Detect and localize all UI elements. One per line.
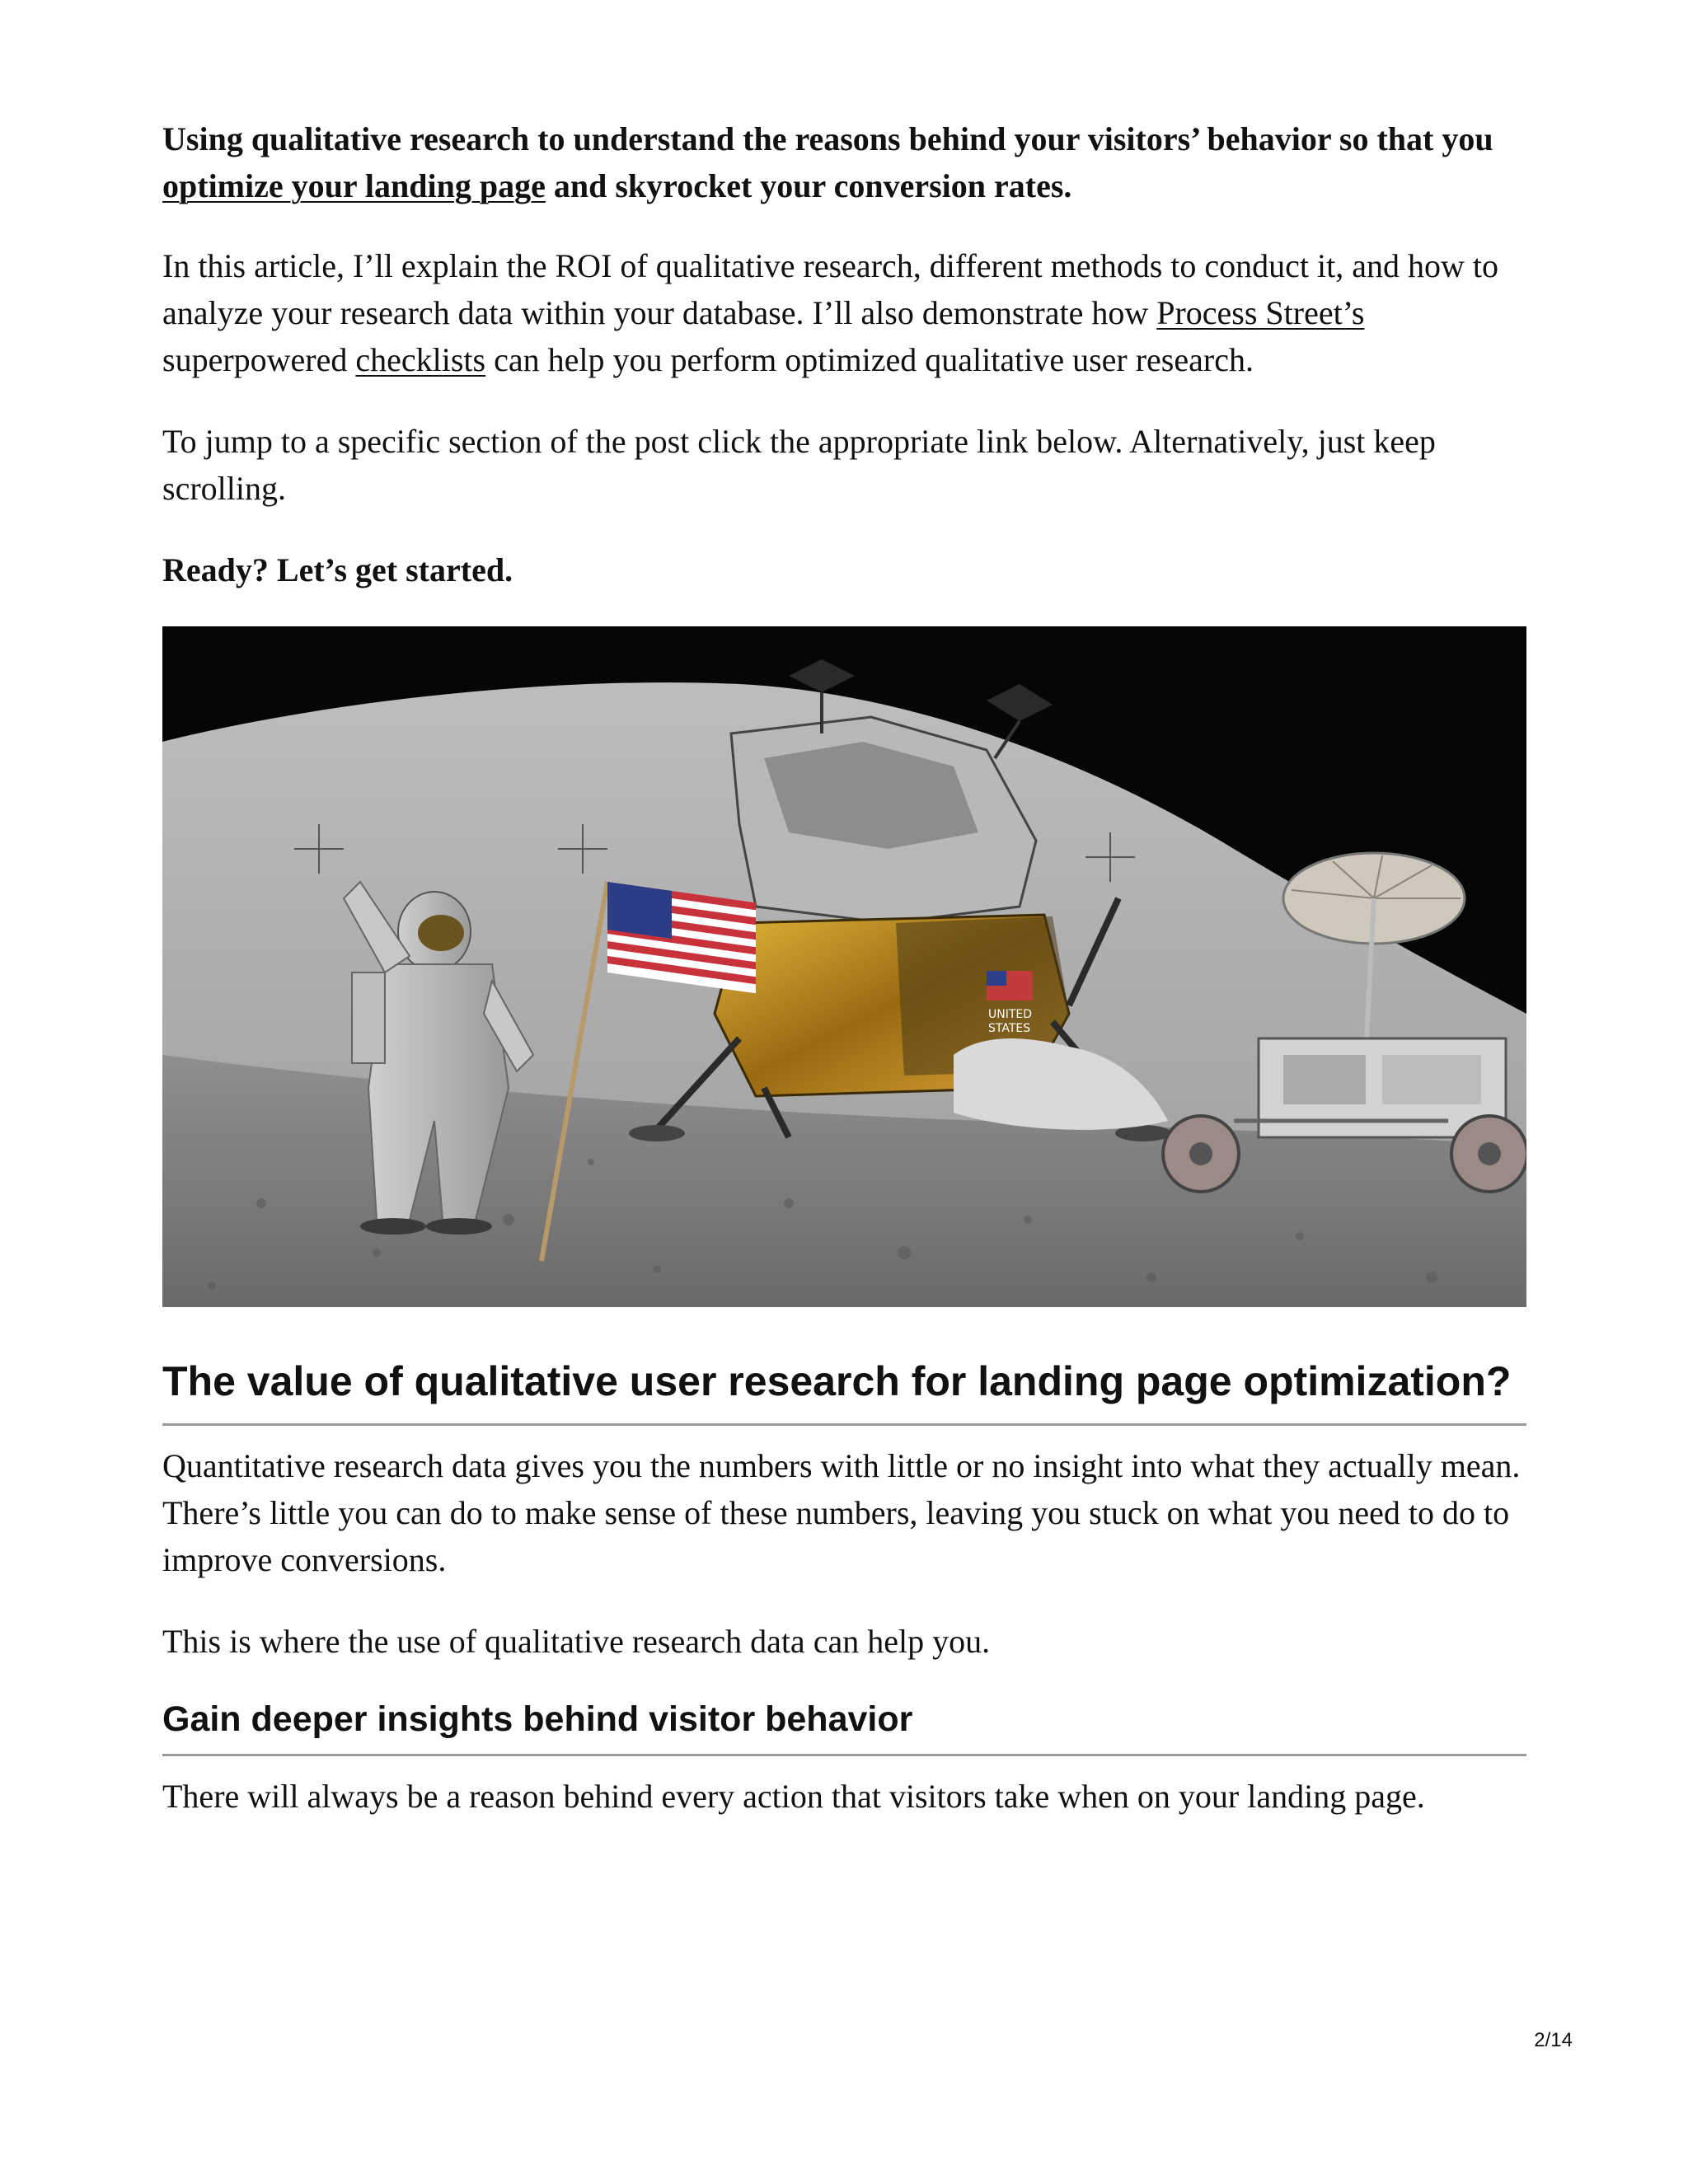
lm-label-line2: STATES	[988, 1022, 1031, 1035]
moon-landing-photo	[162, 626, 1526, 1307]
overview-text-part3: can help you perform optimized qualitative user research.	[485, 341, 1254, 378]
jump-paragraph: To jump to a specific section of the post click the appropriate link below. Alternatively, just keep scrolling.	[162, 423, 1436, 507]
overview-text-part2: superpowered	[162, 341, 356, 378]
section-heading-insights: Gain deeper insights behind visitor behavior	[162, 1698, 1526, 1756]
section-heading-value: The value of qualitative user research for landing page optimization?	[162, 1357, 1526, 1426]
section-paragraph-quantitative: Quantitative research data gives you the numbers with little or no insight into what they actually mean. There’s little you can do to make sense of these numbers, leaving you stuck on what you need to do to improve conversions.	[162, 1447, 1521, 1578]
lm-label-line1: UNITED	[988, 1008, 1033, 1021]
intro-text-part2: and skyrocket your conversion rates.	[545, 167, 1072, 204]
ready-heading: Ready? Let’s get started.	[162, 551, 513, 588]
intro-paragraph	[162, 115, 1526, 209]
overview-text-part1: In this article, I’ll explain the ROI of qualitative research, different methods to conduct it, and how to analyze your research data within your database. I’ll also demonstrate how	[162, 247, 1498, 331]
article-page	[162, 115, 1526, 1820]
section-paragraph-qualitative: This is where the use of qualitative research data can help you.	[162, 1623, 991, 1660]
checklists-link[interactable]: checklists	[355, 341, 486, 378]
section-paragraph-reason: There will always be a reason behind every action that visitors take when on your landing page.	[162, 1778, 1425, 1815]
overview-paragraph	[162, 242, 1526, 383]
process-street-link[interactable]: Process Street’s	[1156, 294, 1365, 331]
page-number: 2/14	[1534, 2029, 1573, 2051]
intro-text-part1: Using qualitative research to understand the reasons behind your visitors’ behavior so that you	[162, 120, 1493, 157]
optimize-landing-page-link[interactable]: optimize your landing page	[162, 167, 546, 204]
